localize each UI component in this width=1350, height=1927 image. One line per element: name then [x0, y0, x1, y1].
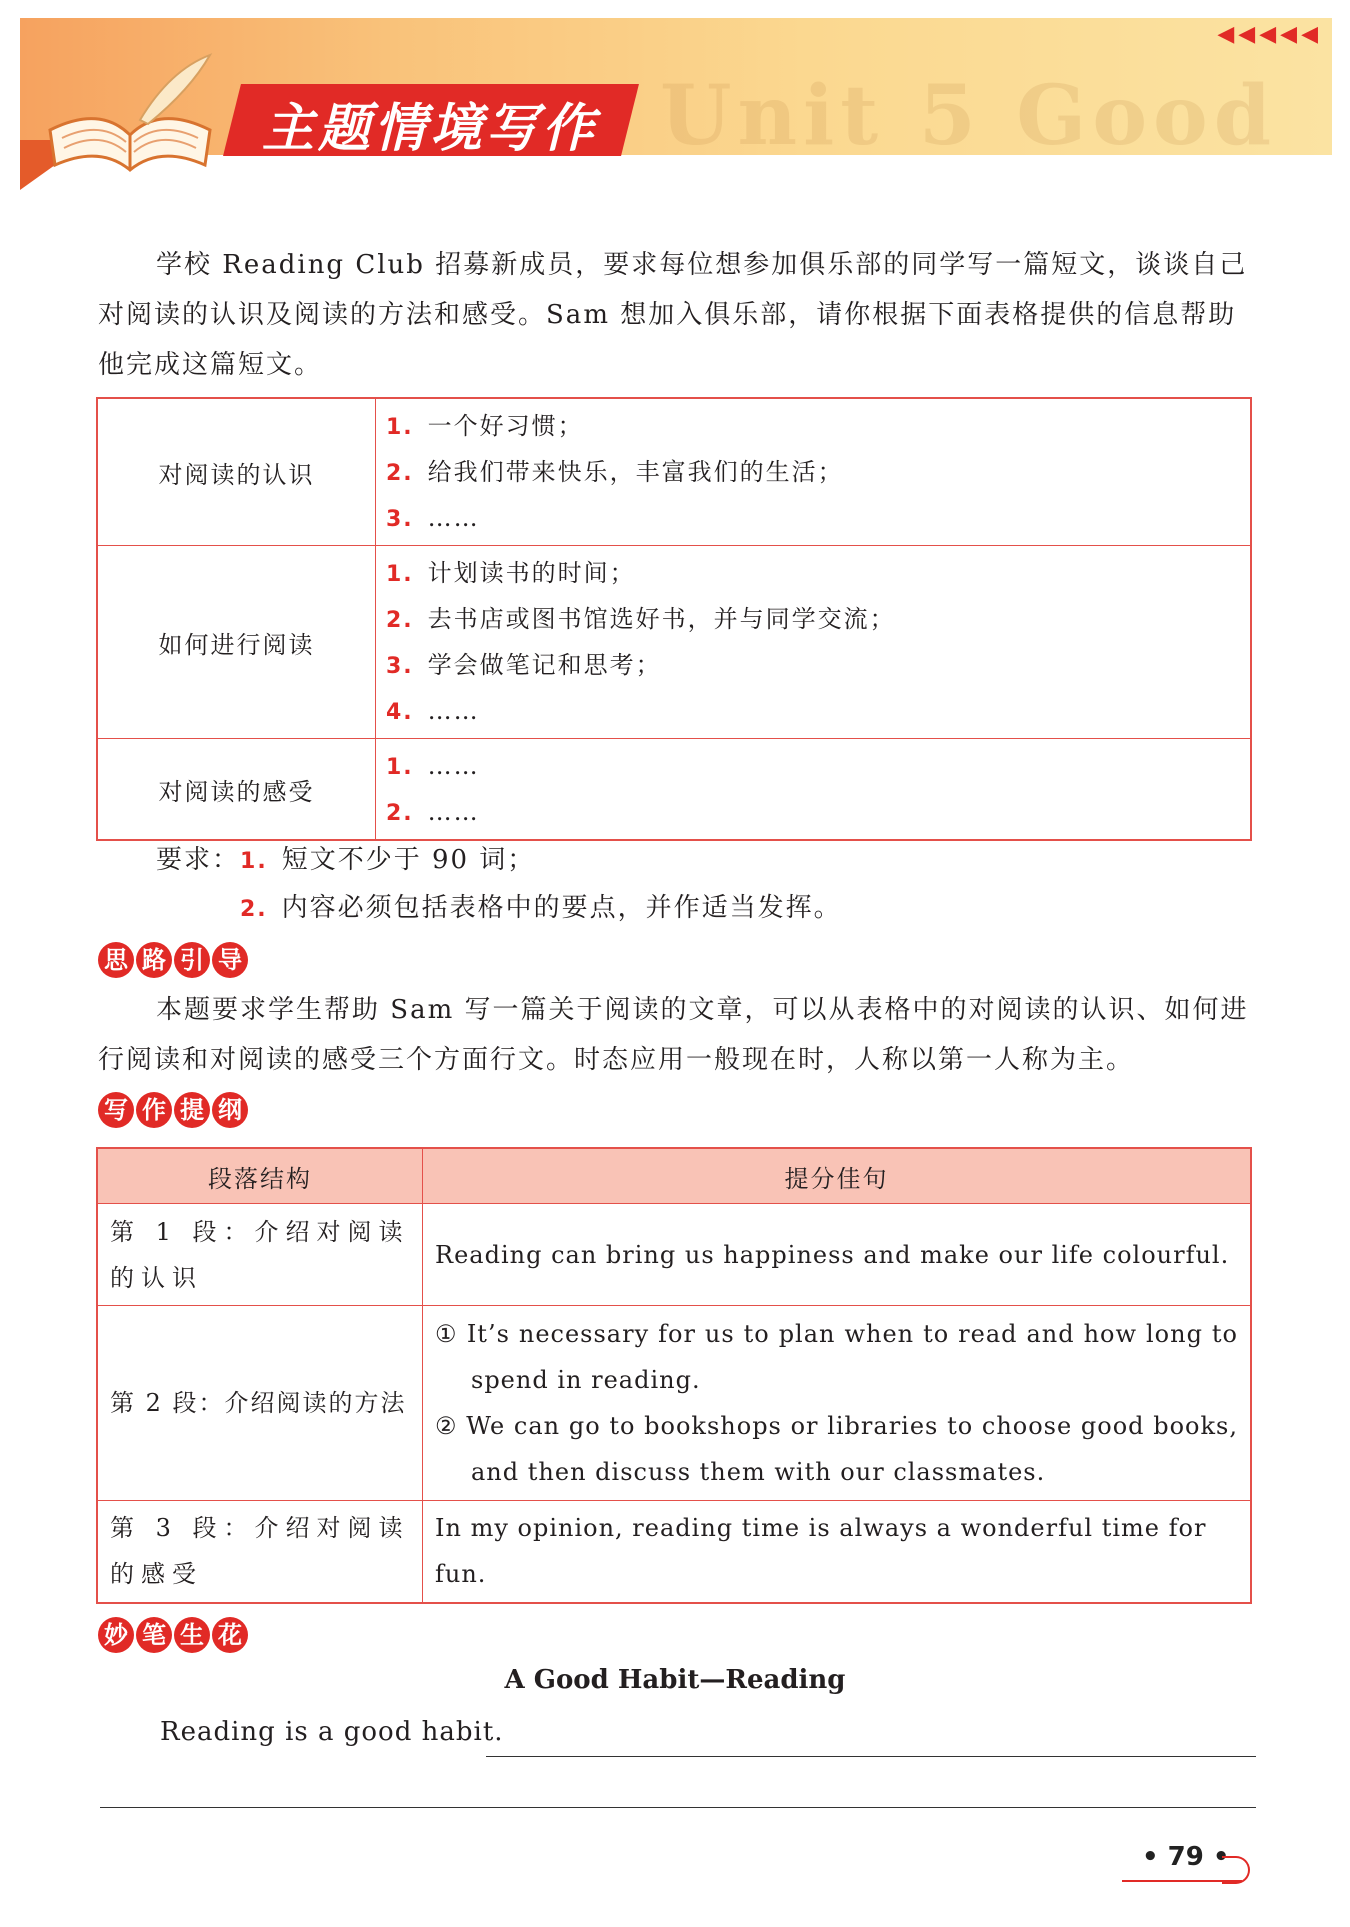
row-label: 对阅读的感受: [97, 739, 376, 841]
section-tag-outline: 写 作 提 纲: [98, 1092, 248, 1128]
table-row: [97, 398, 1251, 546]
row-label: 对阅读的认识: [97, 398, 376, 546]
essay-title: A Good Habit—Reading: [504, 1665, 846, 1695]
table-row: [97, 1204, 1251, 1306]
sentence: ② We can go to bookshops or libraries to choose good books, and then discuss them with our classmates.: [435, 1412, 1238, 1486]
paragraph-cell: 第 2 段：介绍阅读的方法: [97, 1306, 423, 1501]
list-item: 3. 学会做笔记和思考；: [386, 651, 662, 679]
table-row: [97, 739, 1251, 841]
requirement-1: 要求：1. 短文不少于 90 词；: [156, 845, 536, 875]
page-hook-icon: [1222, 1856, 1250, 1884]
page-number: • 79 •: [1142, 1842, 1230, 1872]
column-header: 段落结构: [97, 1148, 423, 1204]
guide-text: 本题要求学生帮助 Sam 写一篇关于阅读的文章，可以从表格中的对阅读的认识、如何进行阅读和对阅读的感受三个方面行文。时态应用一般现在时，人称以第一人称为主。: [98, 995, 1249, 1075]
column-header: 提分佳句: [423, 1148, 1252, 1204]
row-label: 如何进行阅读: [97, 546, 376, 739]
answer-line[interactable]: [100, 1807, 1256, 1808]
table-row: [97, 1306, 1251, 1501]
list-item: 2. ……: [386, 798, 480, 826]
banner-watermark: Unit 5 Good: [660, 68, 1278, 155]
table-row: [97, 546, 1251, 739]
row-items: [376, 739, 1252, 841]
list-item: 1. 计划读书的时间；: [386, 559, 636, 587]
list-item: 2. 给我们带来快乐，丰富我们的生活；: [386, 458, 844, 486]
list-item: 1. ……: [386, 752, 480, 780]
paragraph-cell: 第 3 段：介绍对阅读的感受: [97, 1501, 423, 1603]
info-table: [96, 397, 1252, 841]
row-items: [376, 398, 1252, 546]
list-item: 3. ……: [386, 504, 480, 532]
sentence-cell: [423, 1306, 1252, 1501]
sentence: ① It’s necessary for us to plan when to read and how long to spend in reading.: [435, 1320, 1238, 1394]
list-item: 1. 一个好习惯；: [386, 412, 584, 440]
page-title: 主题情境写作: [262, 99, 599, 159]
sentence-cell: Reading can bring us happiness and make our life colourful.: [423, 1204, 1252, 1306]
requirement-2: 2. 内容必须包括表格中的要点，并作适当发挥。: [240, 893, 842, 923]
open-book-icon: [40, 50, 220, 190]
essay-start-text: Reading is a good habit.: [160, 1717, 504, 1747]
outline-table: [96, 1147, 1252, 1604]
section-tag-guide: 思 路 引 导: [98, 942, 248, 978]
list-item: 2. 去书店或图书馆选好书，并与同学交流；: [386, 605, 896, 633]
list-item: 4. ……: [386, 697, 480, 725]
sentence-cell: In my opinion, reading time is always a wonderful time for fun.: [423, 1501, 1252, 1603]
task-intro: 学校 Reading Club 招募新成员，要求每位想参加俱乐部的同学写一篇短文，谈谈自己对阅读的认识及阅读的方法和感受。Sam 想加入俱乐部，请你根据下面表格提供的信息帮助他完成这篇短文。: [98, 250, 1248, 380]
row-items: [376, 546, 1252, 739]
section-tag-writing: 妙 笔 生 花: [98, 1617, 248, 1653]
answer-line[interactable]: [486, 1756, 1256, 1757]
table-header-row: [97, 1148, 1251, 1204]
table-row: [97, 1501, 1251, 1603]
paragraph-cell: 第 1 段：介绍对阅读的认识: [97, 1204, 423, 1306]
decorative-arrows-icon: ◀◀◀◀◀: [1217, 22, 1322, 47]
